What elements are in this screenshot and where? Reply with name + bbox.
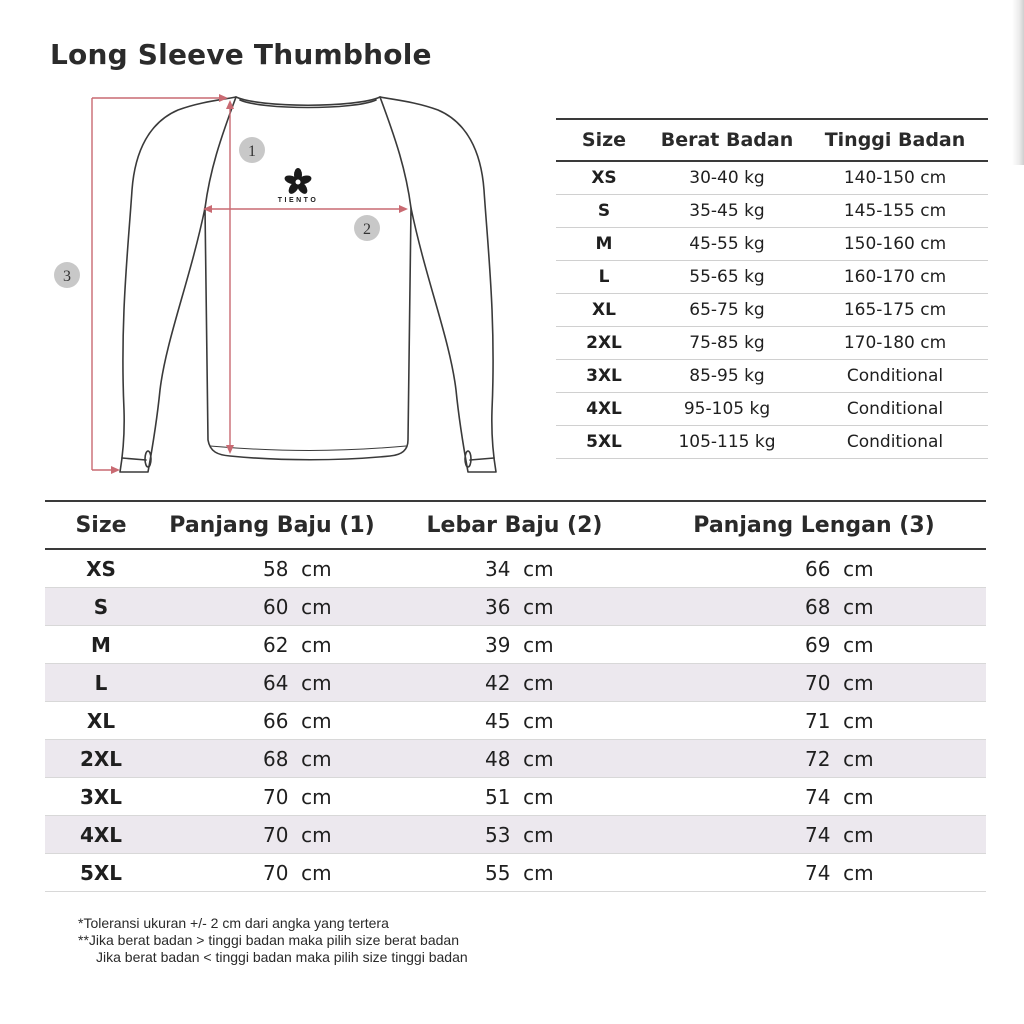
table-cell: XL bbox=[86, 708, 116, 733]
table-row bbox=[45, 588, 986, 626]
garment-size-table-header bbox=[45, 502, 986, 550]
table-row bbox=[45, 740, 986, 778]
table-cell: 66 cm bbox=[263, 708, 332, 733]
table-cell: 66 cm bbox=[805, 556, 874, 581]
table-cell: 65-75 kg bbox=[689, 300, 765, 320]
table-row bbox=[556, 426, 988, 459]
table-cell: 70 cm bbox=[805, 670, 874, 695]
note-tolerance: *Toleransi ukuran +/- 2 cm dari angka yang tertera bbox=[78, 915, 389, 931]
table-cell: 4XL bbox=[79, 822, 123, 847]
table-cell: 4XL bbox=[586, 399, 622, 419]
table-row bbox=[45, 778, 986, 816]
table-cell: Conditional bbox=[846, 399, 944, 419]
table-row bbox=[556, 228, 988, 261]
note-weight-rule: **Jika berat badan > tinggi badan maka pilih size berat badan bbox=[78, 932, 459, 948]
table-cell: 150-160 cm bbox=[843, 234, 947, 254]
body-size-table-header bbox=[556, 120, 988, 162]
note-height-rule: Jika berat badan < tinggi badan maka pilih size tinggi badan bbox=[96, 949, 468, 965]
table-cell: 74 cm bbox=[805, 860, 874, 885]
table-cell: 165-175 cm bbox=[843, 300, 947, 320]
shirt-diagram bbox=[40, 80, 560, 500]
svg-text:2: 2 bbox=[363, 221, 371, 238]
svg-text:1: 1 bbox=[248, 143, 256, 160]
table-cell: 62 cm bbox=[263, 632, 332, 657]
brand-logo-text: TIENTO bbox=[277, 197, 319, 204]
table-cell: S bbox=[93, 594, 109, 619]
table-row bbox=[45, 702, 986, 740]
table-cell: 74 cm bbox=[805, 822, 874, 847]
table-cell: 48 cm bbox=[485, 746, 554, 771]
table-row bbox=[45, 664, 986, 702]
table-cell: 85-95 kg bbox=[689, 366, 765, 386]
table-row bbox=[556, 162, 988, 195]
table-cell: 5XL bbox=[586, 432, 622, 452]
table-cell: Conditional bbox=[846, 366, 944, 386]
table-row bbox=[45, 816, 986, 854]
table-cell: 58 cm bbox=[263, 556, 332, 581]
table-cell: 60 cm bbox=[263, 594, 332, 619]
garment-size-table bbox=[45, 500, 986, 892]
marker-3 bbox=[54, 262, 80, 288]
table-cell: L bbox=[94, 670, 108, 695]
table-cell: 55-65 kg bbox=[689, 267, 765, 287]
table-cell: 39 cm bbox=[485, 632, 554, 657]
table-cell: 74 cm bbox=[805, 784, 874, 809]
table-cell: 30-40 kg bbox=[689, 168, 765, 188]
table-cell: 68 cm bbox=[263, 746, 332, 771]
table-cell: 68 cm bbox=[805, 594, 874, 619]
table-row bbox=[556, 327, 988, 360]
table-cell: 2XL bbox=[586, 333, 622, 353]
header-lebar-baju: Lebar Baju (2) bbox=[426, 512, 603, 538]
header-size: Size bbox=[581, 129, 627, 151]
table-cell: 3XL bbox=[586, 366, 622, 386]
table-cell: L bbox=[598, 267, 610, 287]
header-size: Size bbox=[75, 512, 127, 538]
table-row bbox=[556, 294, 988, 327]
table-cell: M bbox=[91, 632, 111, 657]
table-cell: 71 cm bbox=[805, 708, 874, 733]
table-cell: 70 cm bbox=[263, 860, 332, 885]
table-cell: 64 cm bbox=[263, 670, 332, 695]
table-cell: 170-180 cm bbox=[843, 333, 947, 353]
table-cell: 3XL bbox=[79, 784, 123, 809]
table-row bbox=[556, 393, 988, 426]
table-cell: 160-170 cm bbox=[843, 267, 947, 287]
table-row bbox=[556, 360, 988, 393]
table-cell: 53 cm bbox=[485, 822, 554, 847]
page-title: Long Sleeve Thumbhole bbox=[50, 38, 432, 71]
table-cell: 55 cm bbox=[485, 860, 554, 885]
table-cell: 5XL bbox=[79, 860, 123, 885]
header-berat-badan: Berat Badan bbox=[660, 129, 794, 151]
table-cell: 69 cm bbox=[805, 632, 874, 657]
brand-logo-icon bbox=[278, 168, 319, 204]
table-cell: M bbox=[595, 234, 613, 254]
table-cell: XS bbox=[86, 556, 116, 581]
table-cell: 105-115 kg bbox=[678, 432, 776, 452]
marker-2 bbox=[354, 215, 380, 241]
table-cell: 34 cm bbox=[485, 556, 554, 581]
table-cell: 35-45 kg bbox=[689, 201, 765, 221]
body-size-table bbox=[556, 118, 988, 459]
table-row bbox=[45, 854, 986, 892]
header-panjang-baju: Panjang Baju (1) bbox=[169, 512, 375, 538]
table-row bbox=[556, 195, 988, 228]
table-cell: XS bbox=[591, 168, 617, 188]
table-cell: 45-55 kg bbox=[689, 234, 765, 254]
table-cell: 72 cm bbox=[805, 746, 874, 771]
table-row bbox=[45, 550, 986, 588]
table-cell: Conditional bbox=[846, 432, 944, 452]
svg-text:3: 3 bbox=[63, 268, 71, 285]
table-cell: 42 cm bbox=[485, 670, 554, 695]
table-cell: 75-85 kg bbox=[689, 333, 765, 353]
table-cell: 145-155 cm bbox=[843, 201, 947, 221]
header-panjang-lengan: Panjang Lengan (3) bbox=[693, 512, 935, 538]
table-row bbox=[556, 261, 988, 294]
shirt-outline bbox=[120, 97, 496, 472]
table-cell: S bbox=[597, 201, 611, 221]
footnotes bbox=[78, 915, 468, 966]
table-cell: 45 cm bbox=[485, 708, 554, 733]
scrollbar-edge bbox=[1012, 0, 1024, 165]
table-cell: 51 cm bbox=[485, 784, 554, 809]
table-cell: 70 cm bbox=[263, 784, 332, 809]
table-cell: 2XL bbox=[79, 746, 123, 771]
table-row bbox=[45, 626, 986, 664]
marker-1 bbox=[239, 137, 265, 163]
header-tinggi-badan: Tinggi Badan bbox=[824, 129, 966, 151]
table-cell: 36 cm bbox=[485, 594, 554, 619]
table-cell: XL bbox=[592, 300, 616, 320]
table-cell: 95-105 kg bbox=[683, 399, 771, 419]
table-cell: 140-150 cm bbox=[843, 168, 947, 188]
table-cell: 70 cm bbox=[263, 822, 332, 847]
